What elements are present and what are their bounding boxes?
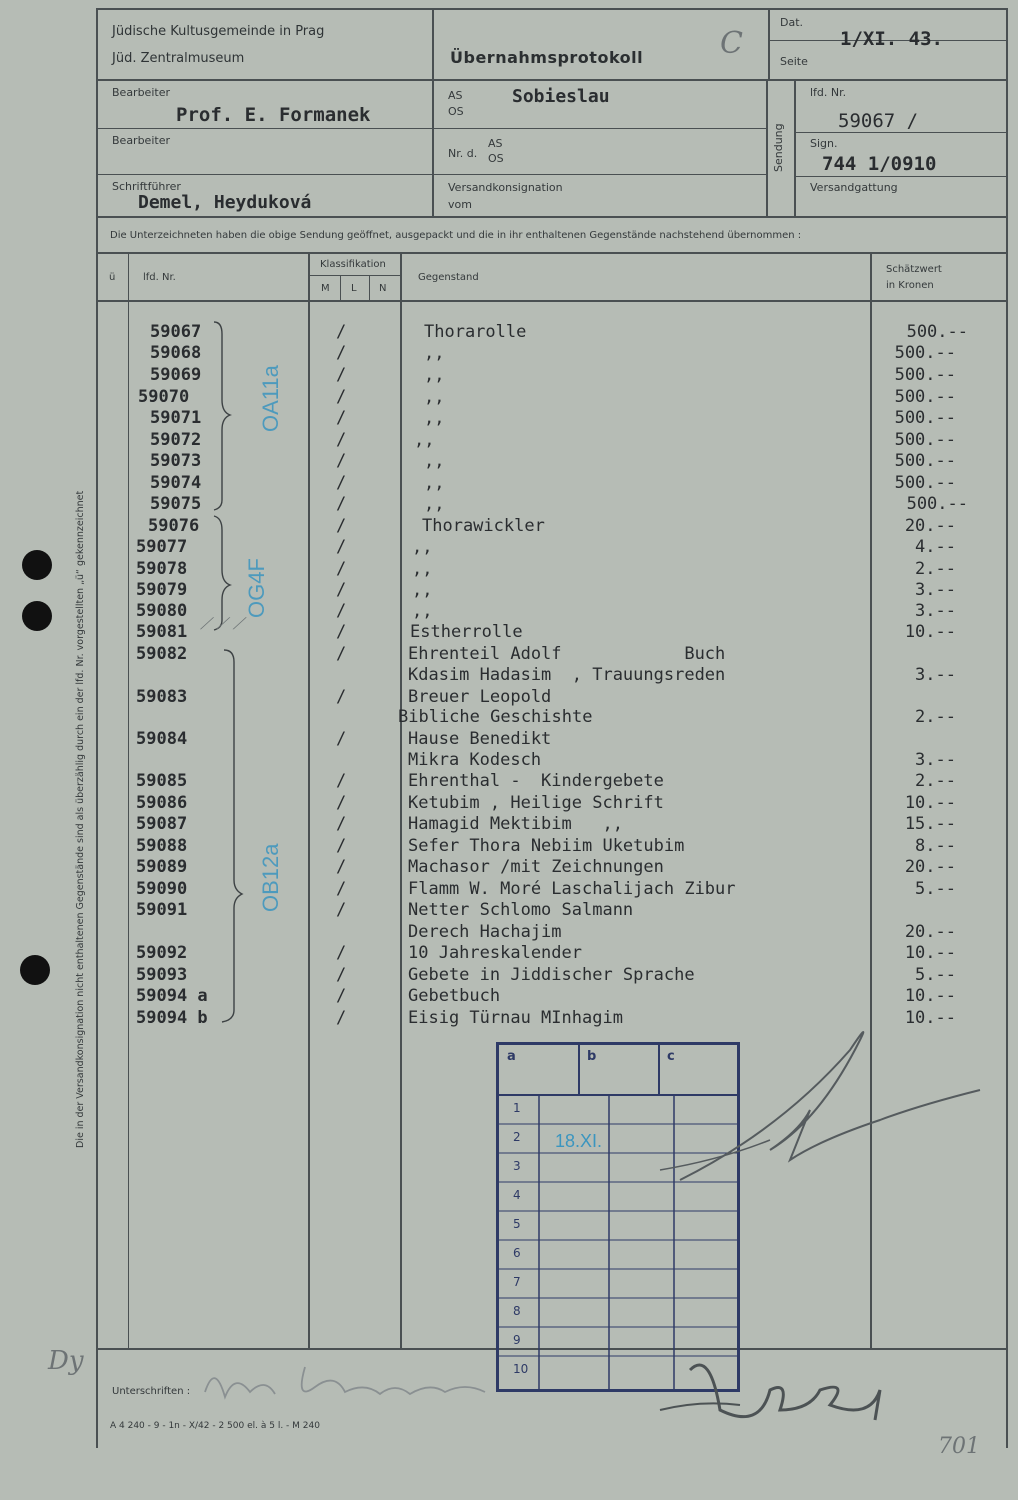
grid-row-label: 5	[513, 1217, 521, 1231]
row-item: ,,	[424, 365, 445, 385]
classification-tick: /	[336, 343, 347, 363]
schriftfuehrer-value: Demel, Heyduková	[138, 192, 312, 213]
classification-tick: /	[336, 687, 347, 707]
classification-stamp: OA11a	[258, 365, 283, 432]
classification-tick: /	[336, 559, 347, 579]
classification-tick: /	[336, 879, 347, 899]
row-item: ,,	[424, 387, 445, 407]
classification-tick: /	[336, 943, 347, 963]
row-value: 500.--	[894, 365, 956, 385]
row-item: 10 Jahreskalender	[408, 943, 582, 963]
bearbeiter-label: Bearbeiter	[112, 86, 170, 99]
row-value: 500.--	[894, 343, 956, 363]
lfd-value: 59067 /	[838, 110, 919, 132]
org-name: Jüdische Kultusgemeinde in Prag	[112, 24, 325, 39]
row-item: Derech Hachajim	[408, 922, 562, 942]
row-number: 59069	[150, 365, 202, 385]
classification-tick: /	[336, 622, 347, 642]
grid-column-label: a	[507, 1049, 516, 1064]
statement-text: Die Unterzeichneten haben die obige Sendung geöffnet, ausgepackt und die in ihr enthaltenen Gegenstände nachstehend übernommen :	[110, 230, 802, 241]
row-number: 59082	[136, 644, 188, 664]
grid-row-label: 1	[513, 1101, 521, 1115]
row-item: Sefer Thora Nebiim Uketubim	[408, 836, 685, 856]
row-item: ,,	[412, 580, 433, 600]
row-number: 59080	[136, 601, 188, 621]
row-value: 3.--	[915, 580, 956, 600]
row-value: 3.--	[915, 750, 956, 770]
vom-label: vom	[448, 198, 472, 211]
grid-column-label: c	[667, 1049, 675, 1064]
row-number: 59072	[150, 430, 202, 450]
col-m: M	[321, 283, 330, 294]
classification-tick: /	[336, 814, 347, 834]
classification-tick: /	[336, 986, 347, 1006]
col-kronen: in Kronen	[886, 280, 934, 291]
org-department: Jüd. Zentralmuseum	[112, 51, 245, 66]
classification-tick: /	[336, 1008, 347, 1028]
row-item: Machasor /mit Zeichnungen	[408, 857, 664, 877]
col-n: N	[379, 283, 387, 294]
row-number: 59090	[136, 879, 188, 899]
classification-tick: /	[336, 537, 347, 557]
grid-row-label: 2	[513, 1130, 521, 1144]
classification-tick: /	[336, 408, 347, 428]
row-item: Hause Benedikt	[408, 729, 552, 749]
classification-tick: /	[336, 836, 347, 856]
bearbeiter2-label: Bearbeiter	[112, 134, 170, 147]
grid-row-label: 7	[513, 1275, 521, 1289]
signatures-label: Unterschriften :	[112, 1386, 191, 1397]
classification-tick: /	[336, 580, 347, 600]
row-item: Kdasim Hadasim , Trauungsreden	[408, 665, 726, 685]
row-number: 59076	[148, 516, 200, 536]
row-value: 10.--	[904, 622, 956, 642]
row-item: Breuer Leopold	[408, 687, 552, 707]
row-number: 59067	[150, 322, 202, 342]
row-value: 5.--	[915, 879, 956, 899]
row-item: Estherrolle	[410, 622, 523, 642]
row-item: Ehrenteil Adolf Buch	[408, 644, 726, 664]
row-item: ,,	[412, 559, 433, 579]
row-value: 15.--	[904, 814, 956, 834]
row-item: Netter Schlomo Salmann	[408, 900, 634, 920]
row-item: ,,	[412, 537, 433, 557]
row-number: 59081	[136, 622, 188, 642]
classification-tick: /	[336, 451, 347, 471]
classification-stamp: OG4F	[244, 558, 269, 618]
classification-stamp: OB12a	[258, 843, 283, 912]
classification-tick: /	[336, 516, 347, 536]
row-value: 10.--	[904, 986, 956, 1006]
row-item: ,,	[412, 601, 433, 621]
classification-tick: /	[336, 644, 347, 664]
grid-column-label: b	[587, 1049, 597, 1064]
classification-tick: /	[336, 729, 347, 749]
row-number: 59084	[136, 729, 188, 749]
classification-tick: /	[336, 322, 347, 342]
classification-tick: /	[336, 900, 347, 920]
row-value: 500.--	[894, 451, 956, 471]
row-item: ,,	[424, 408, 445, 428]
row-item: Bibliche Geschishte	[398, 707, 593, 727]
grid-row-label: 9	[513, 1333, 521, 1347]
classification-tick: /	[336, 365, 347, 385]
row-item: ,,	[424, 473, 445, 493]
row-number: 59074	[150, 473, 202, 493]
form-letter: C	[720, 26, 743, 61]
col-l: L	[351, 283, 357, 294]
row-number: 59083	[136, 687, 188, 707]
form-code: A 4 240 - 9 - 1n - X/42 - 2 500 el. à 5 l. - M 240	[110, 1421, 320, 1431]
classification-tick: /	[336, 857, 347, 877]
received-date-stamp: 18.XI.	[555, 1131, 603, 1151]
row-number: 59079	[136, 580, 188, 600]
row-item: Eisig Türnau MInhagim	[408, 1008, 623, 1028]
row-value: 20.--	[904, 516, 956, 536]
date-value: 1/XI. 43.	[840, 28, 943, 50]
row-value: 10.--	[904, 793, 956, 813]
classification-tick: /	[336, 793, 347, 813]
row-item: Thorawickler	[422, 516, 545, 536]
row-number: 59077	[136, 537, 188, 557]
row-value: 500.--	[894, 473, 956, 493]
classification-tick: /	[336, 601, 347, 621]
row-item: Ketubim , Heilige Schrift	[408, 793, 664, 813]
row-number: 59071	[150, 408, 202, 428]
row-item: Mikra Kodesch	[408, 750, 542, 770]
row-number: 59073	[150, 451, 202, 471]
pencil-page-mark: 701	[938, 1434, 980, 1459]
row-number: 59087	[136, 814, 188, 834]
row-value: 3.--	[915, 601, 956, 621]
row-value: 2.--	[915, 707, 956, 727]
grid-row-label: 8	[513, 1304, 521, 1318]
row-value: 8.--	[915, 836, 956, 856]
classification-tick: /	[336, 473, 347, 493]
nrd-as-label: AS	[488, 137, 503, 150]
row-item: Hamagid Mektibim ,,	[408, 814, 623, 834]
row-item: Thorarolle	[424, 322, 527, 342]
lfd-label: lfd. Nr.	[810, 86, 847, 99]
versand-label: Versandkonsignation	[448, 181, 563, 194]
as-label: AS	[448, 89, 463, 102]
grid-row-label: 3	[513, 1159, 521, 1173]
row-item: Flamm W. Moré Laschalijach Zibur	[408, 879, 736, 899]
row-number: 59092	[136, 943, 188, 963]
bracket-marks	[200, 320, 260, 1040]
pencil-signature	[195, 1352, 515, 1412]
row-number: 59091	[136, 900, 188, 920]
col-u: ü	[109, 272, 116, 283]
grid-row-label: 6	[513, 1246, 521, 1260]
bearbeiter-value: Prof. E. Formanek	[176, 104, 371, 126]
row-value: 10.--	[904, 943, 956, 963]
row-value: 500.--	[906, 322, 968, 342]
row-number: 59085	[136, 771, 188, 791]
row-value: 2.--	[915, 559, 956, 579]
row-item: ,,	[424, 494, 445, 514]
punch-hole	[20, 955, 50, 985]
col-lfd: lfd. Nr.	[143, 272, 176, 283]
row-value: 20.--	[904, 857, 956, 877]
row-number: 59093	[136, 965, 188, 985]
row-number: 59086	[136, 793, 188, 813]
col-klassifikation: Klassifikation	[320, 259, 386, 270]
nrd-os-label: OS	[488, 152, 504, 165]
pencil-annotation: ⟋ ⟋ ⟋	[200, 614, 244, 633]
sign-label: Sign.	[810, 137, 838, 150]
row-value: 3.--	[915, 665, 956, 685]
row-item: Gebetbuch	[408, 986, 501, 1006]
versandgattung-label: Versandgattung	[810, 181, 898, 194]
classification-tick: /	[336, 430, 347, 450]
row-number: 59070	[138, 387, 190, 407]
row-item: Ehrenthal - Kindergebete	[408, 771, 664, 791]
row-number: 59094 b	[136, 1008, 208, 1028]
col-schaetzwert: Schätzwert	[886, 264, 942, 275]
row-number: 59075	[150, 494, 202, 514]
row-item: ,,	[424, 343, 445, 363]
row-value: 20.--	[904, 922, 956, 942]
row-item: ,,	[424, 451, 445, 471]
date-label: Dat.	[780, 16, 804, 29]
row-number: 59089	[136, 857, 188, 877]
grid-row-label: 4	[513, 1188, 521, 1202]
pencil-mark: Dy	[48, 1346, 84, 1376]
sign-value: 744 1/0910	[822, 153, 937, 175]
classification-tick: /	[336, 494, 347, 514]
row-value: 500.--	[894, 387, 956, 407]
row-value: 500.--	[894, 408, 956, 428]
page-label: Seite	[780, 55, 808, 68]
form-title: Übernahmsprotokoll	[450, 48, 644, 67]
row-value: 500.--	[906, 494, 968, 514]
classification-tick: /	[336, 965, 347, 985]
grid-row-label: 10	[513, 1362, 529, 1376]
punch-hole	[22, 550, 52, 580]
nrd-label: Nr. d.	[448, 147, 478, 160]
classification-tick: /	[336, 387, 347, 407]
schriftfuehrer-label: Schriftführer	[112, 180, 181, 193]
row-item: ,,	[414, 430, 435, 450]
row-item: Gebete in Jiddischer Sprache	[408, 965, 695, 985]
classification-tick: /	[336, 771, 347, 791]
row-number: 59088	[136, 836, 188, 856]
os-label: OS	[448, 105, 464, 118]
row-number: 59068	[150, 343, 202, 363]
col-gegenstand: Gegenstand	[418, 272, 479, 283]
side-note: Die in der Versandkonsignation nicht enthaltenen Gegenstände sind als überzählig durch ein der lfd. Nr. vorgestellten „ü“ gekennzeichnet	[75, 490, 86, 1148]
row-value: 4.--	[915, 537, 956, 557]
row-value: 500.--	[894, 430, 956, 450]
row-value: 10.--	[904, 1008, 956, 1028]
row-value: 5.--	[915, 965, 956, 985]
signature-scribble	[620, 1010, 1000, 1470]
row-value: 2.--	[915, 771, 956, 791]
row-number: 59078	[136, 559, 188, 579]
punch-hole	[22, 601, 52, 631]
row-number: 59094 a	[136, 986, 208, 1006]
sendung-label: Sendung	[772, 123, 785, 172]
as-value: Sobieslau	[512, 86, 610, 107]
